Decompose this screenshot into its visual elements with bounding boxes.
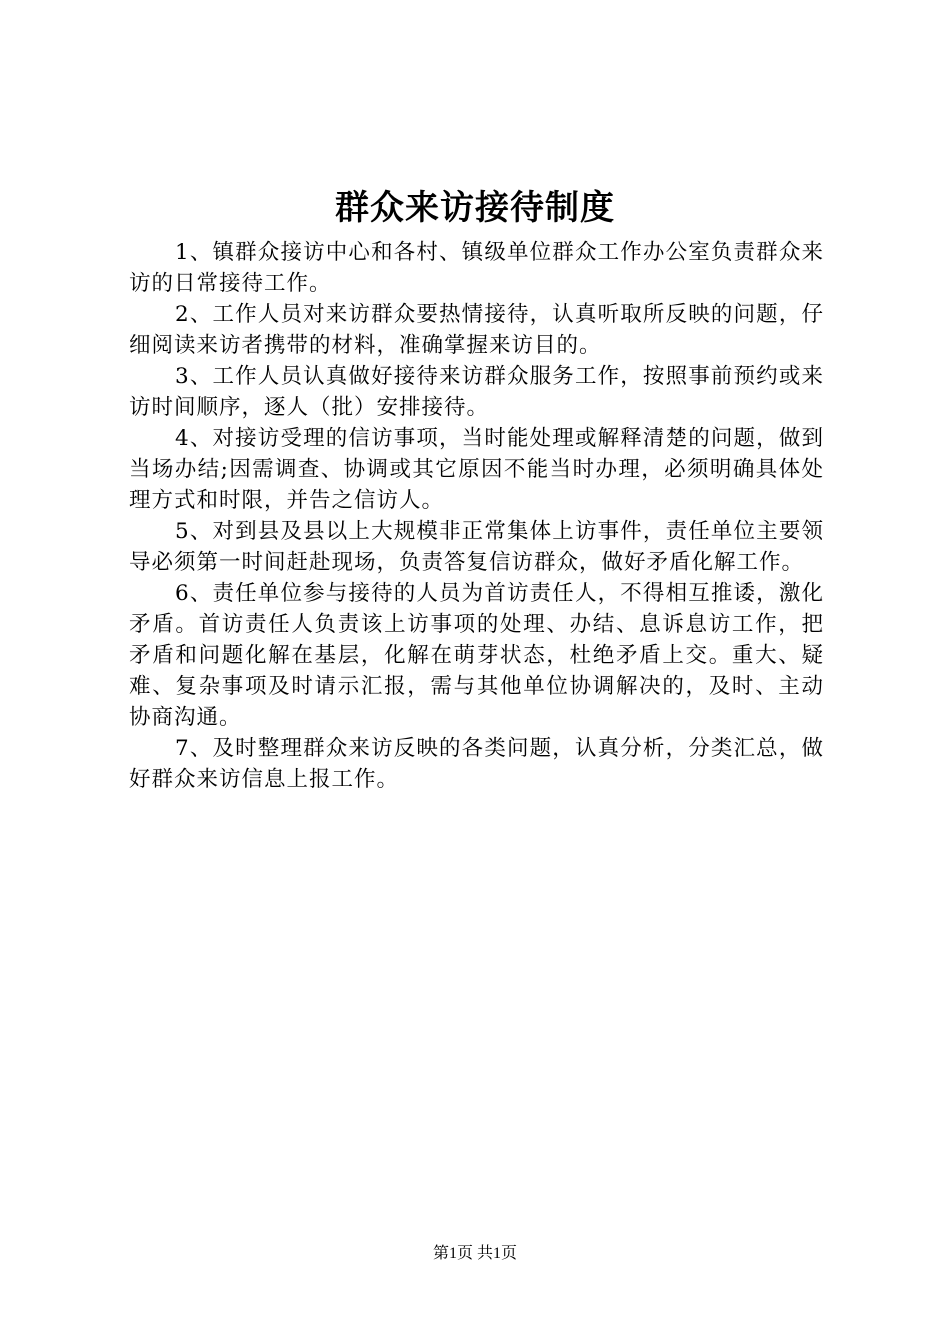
paragraph-6: 6、责任单位参与接待的人员为首访责任人，不得相互推诿，激化矛盾。首访责任人负责该上访事项的处理、办结、息诉息访工作，把矛盾和问题化解在基层，化解在萌芽状态，杜绝矛盾上交。重大、疑难、复杂事项及时请示汇报，需与其他单位协调解决的，及时、主动协商沟通。 [129,581,824,730]
paragraph-5: 5、对到县及县以上大规模非正常集体上访事件，责任单位主要领导必须第一时间赶赴现场，负责答复信访群众，做好矛盾化解工作。 [129,519,824,575]
page-footer: 第1页 共1页 [432,1245,517,1262]
paragraph-4: 4、对接访受理的信访事项，当时能处理或解释清楚的问题，做到当场办结;因需调查、协调或其它原因不能当时办理，必须明确具体处理方式和时限，并告之信访人。 [129,426,824,513]
document-body [129,237,824,795]
paragraph-1: 1、镇群众接访中心和各村、镇级单位群众工作办公室负责群众来访的日常接待工作。 [129,240,824,296]
document-title: 群众来访接待制度 [335,188,615,228]
paragraph-7: 7、及时整理群众来访反映的各类问题，认真分析，分类汇总，做好群众来访信息上报工作。 [129,736,824,792]
paragraph-2: 2、工作人员对来访群众要热情接待，认真听取所反映的问题，仔细阅读来访者携带的材料，准确掌握来访目的。 [129,302,824,358]
paragraph-3: 3、工作人员认真做好接待来访群众服务工作，按照事前预约或来访时间顺序，逐人（批）安排接待。 [129,364,824,420]
